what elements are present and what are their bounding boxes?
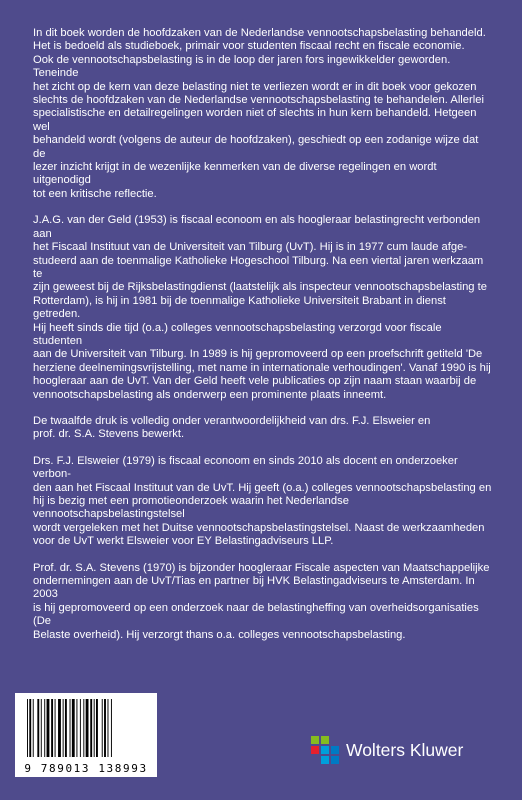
publisher-logo bbox=[310, 735, 463, 765]
text-line: hij is bezig met een promotieonderzoek waarin het Nederlandse vennootschapsbelastingstelsel bbox=[33, 495, 349, 521]
text-line: Belaste overheid). Hij verzorgt thans o.a. colleges vennootschapsbelasting. bbox=[33, 628, 406, 641]
text-line: behandeld wordt (volgens de auteur de hoofdzaken), geschiedt op een zodanige wijze dat de bbox=[33, 134, 479, 160]
text-line: J.A.G. van der Geld (1953) is fiscaal econoom en als hoogleraar belastingrecht verbonden aan bbox=[33, 214, 481, 240]
text-line: Het is bedoeld als studieboek, primair voor studenten fiscaal recht en fiscale economie. bbox=[33, 40, 465, 53]
text-line: wordt vergeleken met het Duitse vennootschapsbelastingstelsel. Naast de werkzaamheden bbox=[33, 521, 485, 534]
text-line: ondernemingen aan de UvT/Tias en partner bij HVK Belastingadviseurs te Amsterdam. In 2003 bbox=[33, 575, 475, 601]
text-line: Rotterdam), is hij in 1981 bij de toenmalige Katholieke Universiteit Brabant in dienst getreden. bbox=[33, 294, 446, 321]
isbn-barcode bbox=[15, 693, 157, 777]
text-line: slechts de hoofdzaken van de Nederlandse vennootschapsbelasting te behandelen. Allerlei bbox=[33, 94, 484, 107]
text-line: specialistische en detailregelingen worden niet of slechts in hun kern behandeld. Hetgeen wel bbox=[33, 107, 477, 133]
text-line: prof. dr. S.A. Stevens bewerkt. bbox=[33, 428, 185, 441]
paragraph bbox=[33, 415, 493, 442]
barcode-bars-icon bbox=[25, 699, 147, 757]
text-line: tot een kritische reflectie. bbox=[33, 187, 157, 200]
text-line: studeerd aan de toenmalige Katholieke Hogeschool Tilburg. Na een viertal jaren werkzaam te bbox=[33, 254, 484, 280]
wolters-kluwer-logo-icon bbox=[310, 735, 340, 765]
text-line: is hij gepromoveerd op een onderzoek naar de belastingheffing van overheidsorganisaties (De bbox=[33, 601, 479, 628]
text-line: hoogleraar aan de UvT. Van der Geld heeft vele publicaties op zijn naam staan waarbij de bbox=[33, 375, 477, 388]
paragraph bbox=[33, 455, 493, 549]
text-line: Ook de vennootschapsbelasting is in de loop der jaren fors ingewikkelder geworden. Teneinde bbox=[33, 53, 451, 80]
text-line: lezer inzicht krijgt in de wezenlijke kenmerken van de diverse regelingen en wordt uitgenodigd bbox=[33, 161, 437, 187]
text-line: vennootschapsbelasting als onderwerp een prominente plaats inneemt. bbox=[33, 388, 387, 401]
publisher-name: Wolters Kluwer bbox=[346, 739, 464, 760]
text-line: den aan het Fiscaal Instituut van de UvT. Hij geeft (o.a.) colleges vennootschapsbelasting en bbox=[33, 481, 492, 494]
text-line: In dit boek worden de hoofdzaken van de Nederlandse vennootschapsbelasting behandeld. bbox=[33, 27, 486, 39]
text-line: het Fiscaal Instituut van de Universiteit van Tilburg (UvT). Hij is in 1977 cum laude afge- bbox=[33, 241, 468, 254]
paragraph bbox=[33, 27, 493, 201]
text-line: Prof. dr. S.A. Stevens (1970) is bijzonder hoogleraar Fiscale aspecten van Maatschappelijke bbox=[33, 561, 490, 574]
text-line: aan de Universiteit van Tilburg. In 1989 is hij gepromoveerd op een proefschrift getiteld 'De bbox=[33, 348, 483, 361]
text-line: voor de UvT werkt Elsweier voor EY Belastingadviseurs LLP. bbox=[33, 535, 334, 548]
text-line: het zicht op de kern van deze belasting niet te verliezen wordt er in dit boek voor gekozen bbox=[33, 80, 477, 93]
text-line: zijn geweest bij de Rijksbelastingdienst (laatstelijk als inspecteur vennootschapsbelasting te bbox=[33, 281, 487, 294]
isbn-number: 9 789013 138993 bbox=[24, 762, 148, 775]
paragraph bbox=[33, 562, 493, 642]
text-line: herziene deelnemingsvrijstelling, met name in internationale verhoudingen'. Vanaf 1990 is hij bbox=[33, 361, 491, 374]
text-line: Drs. F.J. Elsweier (1979) is fiscaal econoom en sinds 2010 als docent en onderzoeker verbon- bbox=[33, 454, 458, 481]
text-line: De twaalfde druk is volledig onder verantwoordelijkheid van drs. F.J. Elsweier en bbox=[33, 414, 431, 427]
text-line: Hij heeft sinds die tijd (o.a.) colleges vennootschapsbelasting verzorgd voor fiscale studenten bbox=[33, 321, 442, 347]
back-cover-text bbox=[33, 27, 493, 655]
paragraph bbox=[33, 214, 493, 402]
